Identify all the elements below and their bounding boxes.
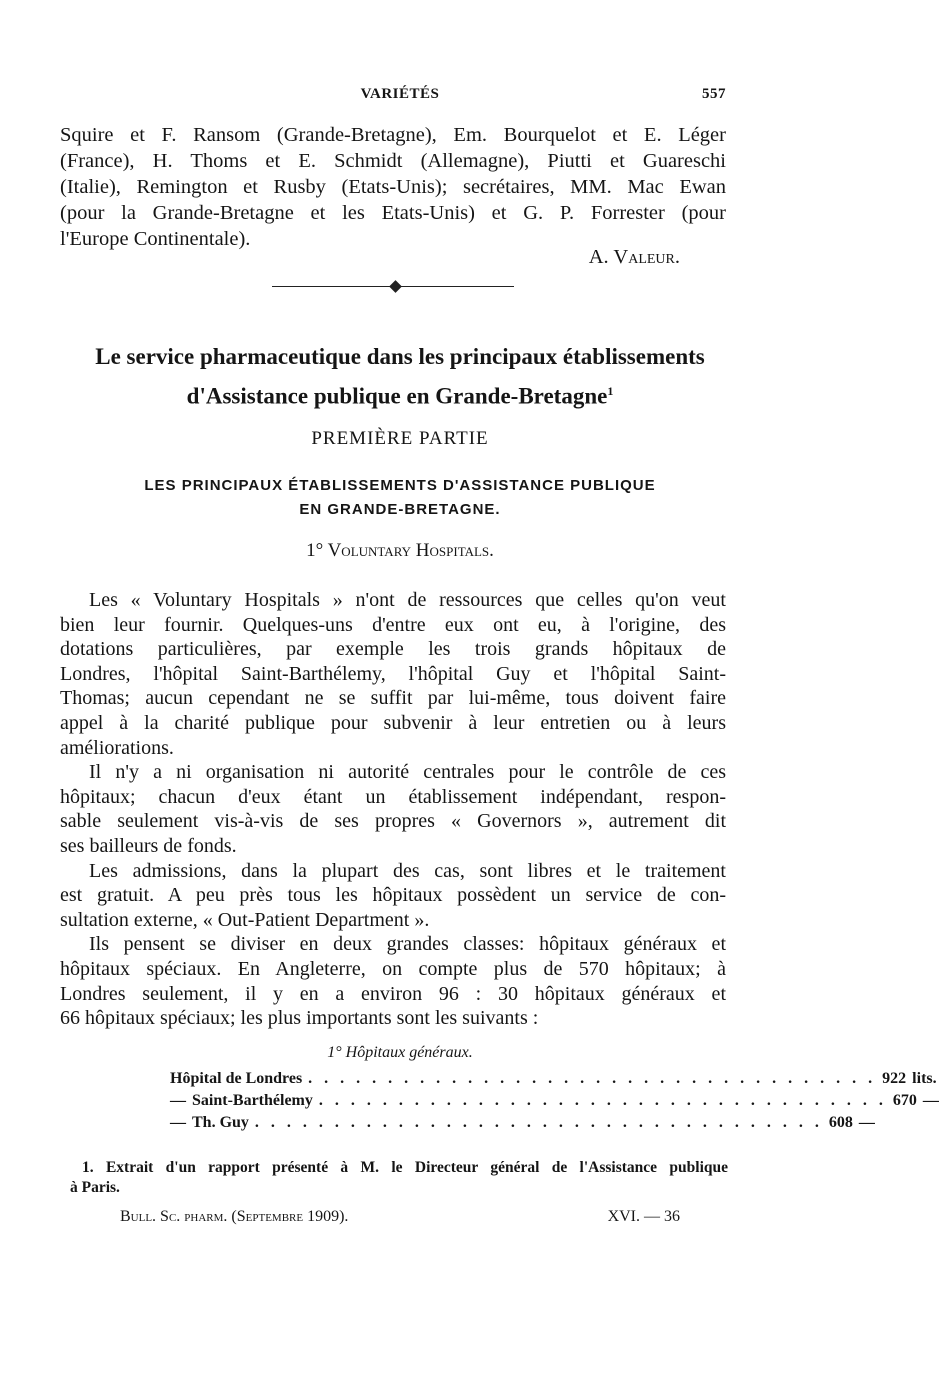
bed-unit: — (922, 1092, 939, 1109)
text-line: l'Europe Continentale). (60, 228, 251, 250)
bed-count: 670 (892, 1092, 917, 1109)
dot-leader: . . . . . . . . . . . . . . . . . . . . . . . . . . . . . . . . . . . . (308, 1070, 877, 1087)
dot-leader: . . . . . . . . . . . . . . . . . . . . . . . . . . . . . . . . . . . . (318, 1092, 887, 1109)
text-line: dotations particulières, par exemple les trois grands hôpitaux de (60, 638, 726, 661)
bed-count: 608 (828, 1114, 853, 1131)
hospital-list (170, 1068, 939, 1134)
hospital-name: Th. Guy (192, 1114, 249, 1131)
text-line: (Italie), Remington et Rusby (Etats-Unis); secrétaires, MM. Mac Ewan (60, 176, 726, 198)
signature-mark: XVI. — 36 (607, 1208, 680, 1225)
text-line: Squire et F. Ransom (Grande-Bretagne), Em. Bourquelot et E. Léger (60, 124, 726, 146)
list-item (170, 1112, 875, 1134)
list-item (170, 1068, 937, 1090)
text-line: (France), H. Thoms et E. Schmidt (Allemagne), Piutti et Guareschi (60, 150, 726, 172)
continuation-text (60, 122, 726, 252)
text-line: améliorations. (60, 736, 174, 759)
text-line: Londres, l'hôpital Saint-Barthélemy, l'hôpital Guy et l'hôpital Saint- (60, 662, 726, 685)
body-paragraphs (60, 588, 726, 1031)
text-line: hôpitaux spéciaux. En Angleterre, on compte plus de 570 hôpitaux; à (60, 957, 726, 980)
chapter-heading (0, 474, 800, 522)
text-line: bien leur fournir. Quelques-uns d'entre eux ont eu, à l'origine, des (60, 613, 726, 636)
text-line: est gratuit. A peu près tous les hôpitaux possèdent un service de con- (60, 884, 726, 907)
running-header (0, 86, 800, 110)
footnote-line: à Paris. (70, 1179, 120, 1196)
bed-unit: lits. (912, 1070, 937, 1087)
text-line: Les admissions, dans la plupart des cas, sont libres et le traitement (89, 859, 726, 882)
footnote-line: 1. Extrait d'un rapport présenté à M. le Directeur général de l'Assistance publique (82, 1159, 728, 1176)
text-line: Thomas; aucun cependant ne se suffit par lui-même, tous doivent faire (60, 687, 726, 710)
article-title-line: d'Assistance publique en Grande-Bretagne$^1$ (186, 383, 614, 409)
divider-ornament (389, 280, 402, 293)
paragraph (60, 588, 726, 760)
article-title (40, 340, 760, 414)
footnote (70, 1158, 728, 1198)
list-item (170, 1090, 939, 1112)
text-line: Ils pensent se diviser en deux grandes classes: hôpitaux généraux et (89, 933, 726, 956)
text-line: hôpitaux; chacun d'eux étant un établissement indépendant, respon- (60, 785, 726, 808)
chapter-heading-line: EN GRANDE-BRETAGNE. (299, 501, 501, 518)
part-heading: PREMIÈRE PARTIE (311, 428, 489, 449)
text-line: Il n'y a ni organisation ni autorité centrales pour le contrôle de ces (89, 761, 726, 784)
paragraph (60, 932, 726, 1030)
text-line: Les « Voluntary Hospitals » n'ont de ressources que celles qu'on veut (89, 589, 726, 611)
ditto-dash: — (170, 1114, 186, 1131)
author-signature: A. Valeur. (588, 246, 680, 268)
paragraph (60, 859, 726, 933)
hospital-name: Saint-Barthélemy (192, 1092, 313, 1109)
text-line: Londres seulement, il y en a environ 96 : 30 hôpitaux généraux et (60, 982, 726, 1005)
ditto-dash: — (170, 1092, 186, 1109)
text-line: sultation externe, « Out-Patient Department ». (60, 908, 430, 931)
text-line: appel à la charité publique pour subvenir à leur entretien ou à leurs (60, 711, 726, 734)
text-line: (pour la Grande-Bretagne et les Etats-Unis) et G. P. Forrester (pour (60, 202, 726, 224)
dot-leader: . . . . . . . . . . . . . . . . . . . . . . . . . . . . . . . . . . . . (254, 1114, 823, 1131)
article-title-line: Le service pharmaceutique dans les principaux établissements (95, 344, 705, 369)
section-heading: 1° Voluntary Hospitals. (306, 540, 494, 561)
list-heading: 1° Hôpitaux généraux. (327, 1044, 473, 1061)
text-line: sable seulement vis-à-vis de ses propres « Governors », autrement dit (60, 810, 726, 833)
text-line: 66 hôpitaux spéciaux; les plus importants sont les suivants : (60, 1007, 539, 1030)
hospital-name: Hôpital de Londres (170, 1070, 303, 1087)
page-number: 557 (702, 86, 726, 102)
text-line: ses bailleurs de fonds. (60, 834, 237, 857)
journal-citation: Bull. Sc. pharm. (Septembre 1909). (120, 1208, 349, 1225)
paragraph (60, 760, 726, 858)
running-title: VARIÉTÉS (360, 86, 440, 102)
footnote-marker: 1 (607, 384, 614, 398)
chapter-heading-line: LES PRINCIPAUX ÉTABLISSEMENTS D'ASSISTANCE PUBLIQUE (144, 477, 656, 494)
bed-count: 922 (882, 1070, 907, 1087)
bed-unit: — (858, 1114, 875, 1131)
